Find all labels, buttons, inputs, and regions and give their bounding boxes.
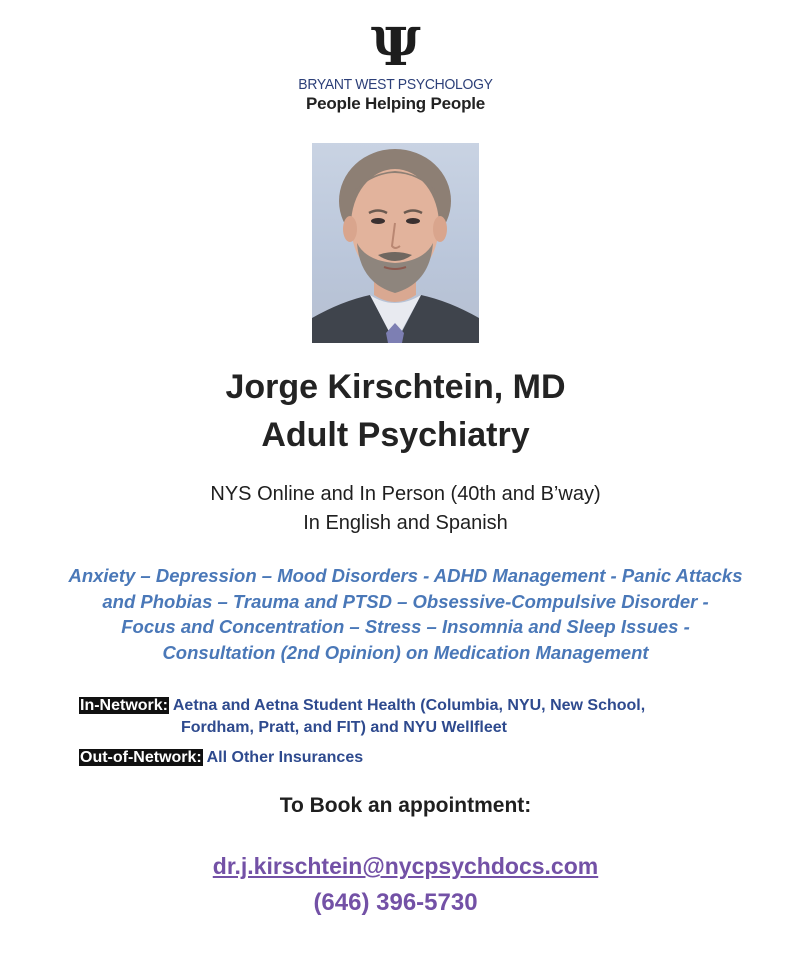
doctor-specialty: Adult Psychiatry bbox=[261, 416, 530, 454]
email-link[interactable]: dr.j.kirschtein@nycpsychdocs.com bbox=[212, 853, 599, 879]
in-network-line-2: Fordham, Pratt, and FIT) and NYU Wellfleet bbox=[181, 719, 507, 736]
service-languages: In English and Spanish bbox=[303, 512, 508, 534]
firm-name: BRYANT WEST PSYCHOLOGY bbox=[298, 76, 493, 93]
phone-number[interactable]: (646) 396-5730 bbox=[313, 889, 478, 916]
doctor-name: Jorge Kirschtein, MD bbox=[225, 368, 566, 406]
in-network-section bbox=[79, 695, 645, 739]
firm-tagline: People Helping People bbox=[305, 94, 486, 113]
practice-logo bbox=[0, 17, 791, 114]
conditions-line: Consultation (2nd Opinion) on Medication Management bbox=[162, 641, 649, 663]
conditions-line: and Phobias – Trauma and PTSD – Obsessive-Compulsive Disorder - bbox=[102, 590, 709, 612]
book-heading: To Book an appointment: bbox=[279, 794, 532, 817]
out-network-label: Out-of-Network: bbox=[80, 749, 202, 766]
in-network-label: In-Network: bbox=[80, 697, 168, 714]
conditions-line: Focus and Concentration – Stress – Insomnia and Sleep Issues - bbox=[121, 616, 690, 637]
doctor-photo bbox=[312, 143, 479, 343]
conditions-line: Anxiety – Depression – Mood Disorders - ADHD Management - Panic Attacks bbox=[68, 565, 743, 586]
out-network-section bbox=[79, 747, 363, 769]
out-network-value: All Other Insurances bbox=[206, 749, 364, 766]
psi-symbol: Ψ bbox=[370, 17, 421, 78]
conditions-list bbox=[40, 563, 771, 665]
service-location: NYS Online and In Person (40th and B’way) bbox=[210, 483, 601, 505]
in-network-line-1: Aetna and Aetna Student Health (Columbia, NYU, New School, bbox=[172, 697, 646, 714]
